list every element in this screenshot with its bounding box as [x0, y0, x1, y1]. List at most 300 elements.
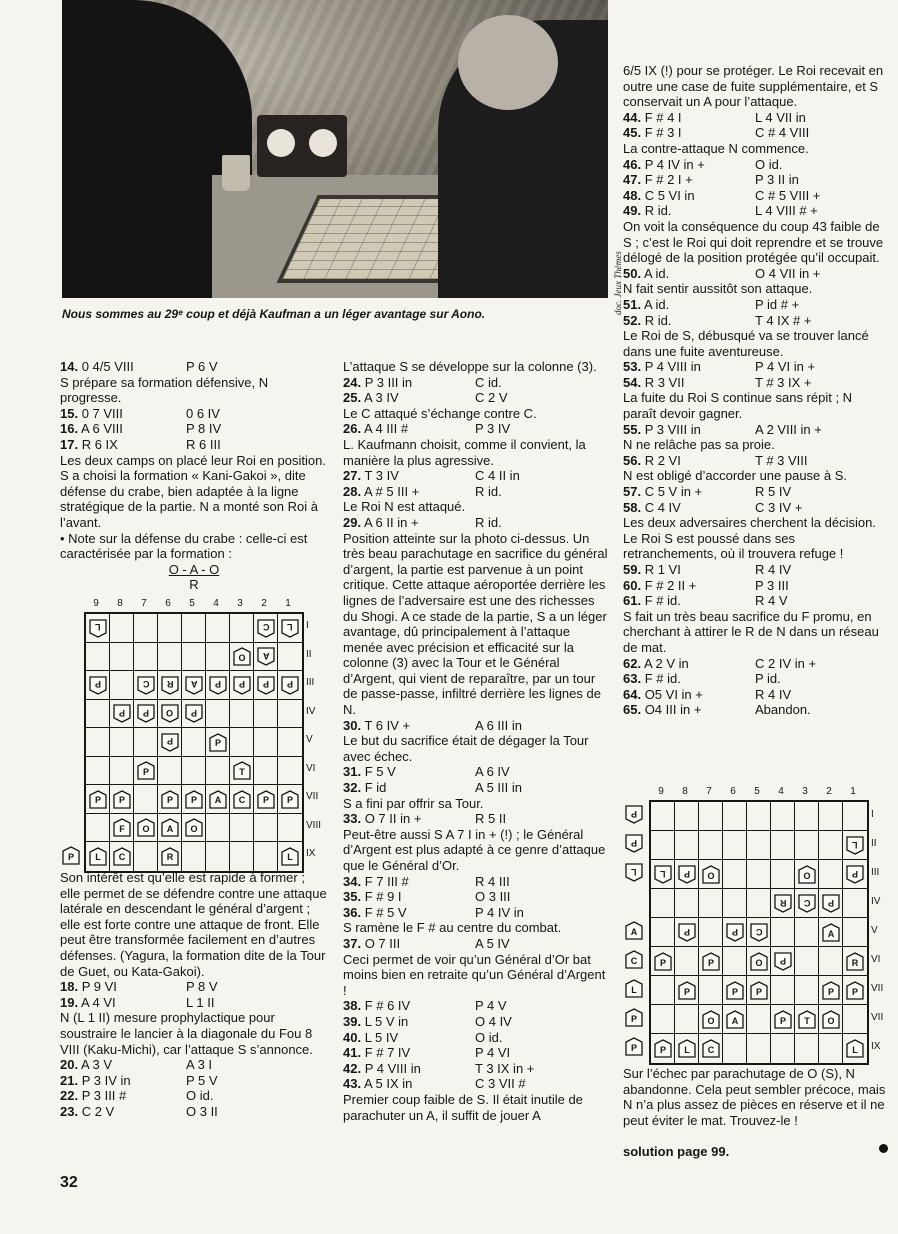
piece-letter: P: [779, 955, 786, 966]
shogi-piece: [113, 847, 131, 866]
piece-letter: O: [827, 1015, 835, 1026]
move-row: [60, 359, 328, 375]
sente-move: R 3 VII: [641, 374, 685, 390]
commentary-paragraph: • Note sur la défense du crabe : celle-ci est caractérisée par la formation :: [60, 530, 308, 562]
move-row: [623, 562, 888, 578]
rank-label: I: [306, 620, 309, 632]
commentary-paragraph: N est obligé d’accorder une pause à S.: [623, 468, 848, 484]
gote-move: 0 6 IV: [186, 405, 220, 421]
piece-letter: P: [755, 986, 762, 997]
move-row: [60, 995, 328, 1011]
move-number: 51.: [623, 296, 642, 312]
piece-letter: C: [630, 955, 638, 966]
shogi-piece: [678, 1039, 696, 1058]
gote-move: T # 3 IX +: [755, 374, 812, 390]
shogi-piece: [137, 676, 155, 695]
commentary-paragraph: S fait un très beau sacrifice du F promu, en cherchant à attirer le R de N dans un réseau de mat.: [623, 608, 879, 655]
shogi-piece: [161, 676, 179, 695]
move-number: 44.: [623, 109, 642, 125]
commentary-paragraph: Son intérêt est qu’elle est rapide à former ; elle permet de se défendre contre une attaque latérale en descendant le général d’argent ; elle est forte contre une attaque de front. Elle peut être transformée facilement en d’autres défenses. (Yagura, la formation dite de la Tour de Guet, ou Kata-Gakoi).: [60, 870, 327, 979]
move-row: [343, 1076, 608, 1092]
move-row: [623, 375, 888, 391]
piece-letter: C: [118, 852, 126, 863]
file-label: 2: [261, 598, 267, 609]
move-row: [343, 998, 608, 1014]
gote-move: P id # +: [755, 296, 800, 312]
gote-move: L 4 VIII # +: [755, 203, 818, 219]
gote-move: P 6 V: [186, 359, 218, 374]
gote-move: C id.: [475, 374, 502, 390]
shogi-piece: [726, 1010, 744, 1029]
piece-letter: A: [262, 650, 270, 661]
gote-move: O id.: [755, 156, 783, 172]
piece-letter: P: [238, 679, 245, 690]
gote-move: R id.: [475, 514, 502, 530]
move-row: [60, 437, 328, 453]
shogi-piece: [257, 619, 275, 638]
move-number: 38.: [343, 998, 362, 1014]
move-row: [343, 390, 608, 406]
move-number: 64.: [623, 686, 642, 702]
move-number: 40.: [343, 1029, 362, 1045]
commentary-paragraph: S ramène le F # au centre du combat.: [343, 920, 562, 936]
shogi-piece: [161, 733, 179, 752]
piece-letter: P: [166, 736, 173, 747]
shogi-piece: [750, 952, 768, 971]
gote-move: R 4 IV: [755, 562, 792, 577]
move-number: 25.: [343, 390, 362, 406]
game-clock: [257, 115, 347, 177]
move-number: 36.: [343, 904, 362, 920]
sente-move: F # 7 IV: [361, 1045, 411, 1061]
piece-letter: C: [707, 1044, 715, 1055]
rank-label: VII: [306, 791, 319, 803]
sente-move: C 2 V: [78, 1103, 115, 1119]
rank-label: III: [306, 677, 315, 689]
move-number: 65.: [623, 702, 642, 718]
gote-move: A 2 VIII in +: [755, 421, 822, 437]
gote-move: P 4 IV in: [475, 904, 524, 920]
rank-label: VI: [871, 953, 881, 965]
move-number: 26.: [343, 421, 362, 437]
game-photo: [62, 0, 608, 298]
shogi-piece: [89, 790, 107, 809]
piece-letter: L: [631, 866, 637, 877]
solution-label: solution page 99.: [623, 1144, 730, 1159]
piece-letter: P: [67, 851, 74, 862]
piece-letter: A: [827, 928, 835, 939]
commentary-paragraph: 6/5 IX (!) pour se protéger. Le Roi recevait en outre une case de fuite supplémentaire, et S conservait un A pour l’attaque.: [623, 63, 884, 110]
move-number: 47.: [623, 172, 642, 188]
shogi-piece: [846, 981, 864, 1000]
sente-move: F # 2 I +: [641, 172, 693, 188]
piece-letter: L: [631, 984, 637, 995]
shogi-piece: [625, 1008, 643, 1027]
shogi-piece: [113, 790, 131, 809]
commentary-paragraph: L’attaque S se développe sur la colonne (3).: [343, 359, 597, 374]
move-number: 24.: [343, 374, 362, 390]
move-row: [60, 979, 328, 995]
move-row: [623, 593, 888, 609]
move-number: 53.: [623, 359, 642, 375]
shogi-piece: [281, 847, 299, 866]
file-label: 8: [682, 786, 688, 797]
move-number: 20.: [60, 1057, 79, 1073]
move-row: [343, 936, 608, 952]
move-row: [60, 406, 328, 422]
sente-move: L 5 V in: [361, 1013, 409, 1029]
move-row: [623, 110, 888, 126]
move-row: [623, 671, 888, 687]
commentary-paragraph: N (L 1 II) mesure prophylactique pour soustraire le lancier à la diagonale du Fou 8 VIII (Kaku-Michi), car l’attaque S s’annonce.: [60, 1010, 313, 1057]
file-label: 5: [754, 786, 760, 797]
shogi-piece: [625, 1037, 643, 1056]
piece-letter: P: [190, 795, 197, 806]
commentary-paragraph: N fait sentir aussitôt son attaque.: [623, 281, 813, 297]
shogi-piece: [161, 818, 179, 837]
shogi-piece: [209, 733, 227, 752]
rank-label: VII: [871, 982, 884, 994]
piece-letter: C: [803, 897, 811, 908]
shogi-piece: [702, 1010, 720, 1029]
gote-move: T 4 IX # +: [755, 312, 812, 328]
move-number: 27.: [343, 468, 362, 484]
gote-move: O id.: [186, 1088, 214, 1104]
sente-move: C 5 VI in: [641, 187, 695, 203]
gote-move: A 6 III in: [475, 717, 522, 733]
move-number: 15.: [60, 405, 79, 421]
move-row: [623, 422, 888, 438]
piece-letter: O: [803, 870, 811, 881]
gote-move: R 6 III: [186, 436, 221, 452]
move-row: [623, 578, 888, 594]
piece-letter: R: [851, 957, 859, 968]
gote-move: C # 5 VIII +: [755, 187, 821, 203]
gote-move: O 4 IV: [475, 1013, 512, 1029]
move-number: 43.: [343, 1076, 362, 1092]
gote-move: P 8 IV: [186, 421, 222, 437]
shogi-piece: [161, 704, 179, 723]
shogi-piece: [798, 865, 816, 884]
piece-letter: R: [166, 679, 174, 690]
sente-move: O 7 II in +: [361, 811, 422, 827]
shogi-piece: [846, 865, 864, 884]
shogi-piece: [846, 952, 864, 971]
sente-move: P 3 III #: [78, 1088, 127, 1104]
piece-letter: P: [142, 707, 149, 718]
piece-letter: O: [166, 707, 174, 718]
move-row: [60, 1073, 328, 1089]
page-number: 32: [60, 1174, 78, 1191]
piece-letter: P: [118, 707, 125, 718]
gote-move: O 3 II: [186, 1103, 218, 1119]
gote-move: R 4 IV: [755, 686, 792, 702]
commentary-paragraph: Le C attaqué s’échange contre C.: [343, 405, 537, 421]
move-row: [60, 1088, 328, 1104]
piece-letter: P: [683, 868, 690, 879]
piece-letter: L: [660, 868, 666, 879]
shogi-piece: [750, 981, 768, 1000]
move-number: 34.: [343, 873, 362, 889]
shogi-piece: [62, 846, 80, 865]
shogi-piece: [654, 865, 672, 884]
sente-move: P 3 III in: [361, 374, 413, 390]
shogi-piece: [654, 952, 672, 971]
move-number: 57.: [623, 484, 642, 500]
sente-move: T 6 IV +: [361, 717, 411, 733]
piece-letter: P: [707, 957, 714, 968]
shogi-piece: [774, 952, 792, 971]
gote-move: P 3 IV: [475, 421, 511, 437]
move-row: [623, 702, 888, 718]
formation-line: O - A - O: [168, 561, 220, 577]
shogi-piece: [678, 865, 696, 884]
move-row: [343, 905, 608, 921]
shogi-piece: [625, 979, 643, 998]
sente-move: P 9 VI: [78, 979, 117, 995]
move-number: 58.: [623, 499, 642, 515]
gote-move: P 4 V: [475, 998, 507, 1014]
file-label: 1: [850, 786, 856, 797]
piece-letter: A: [166, 823, 174, 834]
sente-move: P 4 IV in +: [641, 156, 705, 172]
gote-move: C 2 V: [475, 390, 508, 406]
commentary-paragraph: Les deux adversaires cherchent la décision. Le Roi S est poussé dans ses retranchements, où il trouvera refuge !: [623, 515, 876, 562]
move-number: 48.: [623, 187, 642, 203]
piece-letter: O: [142, 823, 150, 834]
rank-label: VII: [871, 1011, 884, 1023]
piece-letter: C: [142, 679, 150, 690]
piece-letter: F: [119, 823, 125, 834]
rank-label: I: [871, 808, 874, 820]
move-number: 37.: [343, 935, 362, 951]
piece-letter: P: [94, 795, 101, 806]
piece-letter: P: [142, 766, 149, 777]
move-number: 49.: [623, 203, 642, 219]
move-number: 42.: [343, 1060, 362, 1076]
move-row: [623, 500, 888, 516]
sente-move: A 6 VIII: [78, 421, 123, 437]
shogi-piece: [257, 647, 275, 666]
file-label: 2: [826, 786, 832, 797]
sente-move: P 4 VIII in: [361, 1060, 421, 1076]
piece-letter: P: [683, 986, 690, 997]
shogi-diagram-2: [623, 786, 893, 1064]
commentary-paragraph: Les deux camps on placé leur Roi en position. S a choisi la formation « Kani-Gakoi », dite défense du crabe, bien adaptée à la ligne stratégique de la partie. N a monté son Roi à l’avant.: [60, 452, 326, 530]
sente-move: A 2 V in: [641, 655, 689, 671]
sente-move: R 1 VI: [641, 562, 681, 577]
piece-letter: P: [827, 897, 834, 908]
piece-letter: P: [262, 795, 269, 806]
gote-move: R 5 IV: [755, 484, 792, 500]
piece-letter: C: [238, 795, 246, 806]
gote-move: L 1 II: [186, 994, 215, 1010]
piece-letter: P: [779, 1015, 786, 1026]
move-number: 16.: [60, 421, 79, 437]
column-3-bottom: [623, 1066, 888, 1128]
gote-move: A 3 I: [186, 1057, 213, 1073]
commentary-paragraph: L. Kaufmann choisit, comme il convient, la manière la plus agressive.: [343, 436, 586, 468]
piece-letter: L: [287, 852, 293, 863]
gote-move: O 4 VII in +: [755, 265, 821, 281]
shogi-piece: [625, 921, 643, 940]
move-number: 54.: [623, 374, 642, 390]
sente-move: F id: [361, 780, 387, 796]
shogi-piece: [625, 950, 643, 969]
sente-move: F # id.: [641, 593, 681, 609]
rank-label: III: [871, 866, 880, 878]
move-row: [623, 266, 888, 282]
shogi-piece: [726, 981, 744, 1000]
file-label: 3: [802, 786, 808, 797]
shogi-piece: [137, 818, 155, 837]
move-row: [623, 188, 888, 204]
gote-move: A 6 IV: [475, 764, 510, 780]
shogi-piece: [281, 790, 299, 809]
shogi-piece: [233, 647, 251, 666]
move-number: 14.: [60, 359, 79, 374]
shogi-piece: [161, 847, 179, 866]
formation-line: R: [189, 577, 199, 593]
gote-move: P 4 VI: [475, 1045, 511, 1061]
piece-letter: L: [95, 622, 101, 633]
move-number: 17.: [60, 436, 79, 452]
move-row: [623, 203, 888, 219]
column-2: [343, 359, 608, 1123]
gote-move: P 5 V: [186, 1072, 218, 1088]
photo-caption: Nous sommes au 29ᵉ coup et déjà Kaufman a un léger avantage sur Aono.: [62, 307, 486, 321]
file-label: 3: [237, 598, 243, 609]
gote-move: O id.: [475, 1029, 503, 1045]
move-row: [623, 453, 888, 469]
move-number: 35.: [343, 889, 362, 905]
piece-letter: P: [286, 679, 293, 690]
piece-letter: P: [851, 868, 858, 879]
commentary-paragraph: Ceci permet de voir qu’un Général d’Or bat moins bien en retraite qu’un Général d’Argent !: [343, 951, 606, 998]
piece-letter: P: [166, 795, 173, 806]
file-label: 6: [165, 598, 171, 609]
piece-letter: P: [731, 986, 738, 997]
file-label: 8: [117, 598, 123, 609]
move-number: 22.: [60, 1088, 79, 1104]
move-number: 30.: [343, 717, 362, 733]
gote-move: R id.: [475, 483, 502, 499]
piece-letter: C: [262, 622, 270, 633]
shogi-piece: [654, 1039, 672, 1058]
gote-move: T # 3 VIII: [755, 452, 808, 468]
piece-letter: P: [630, 837, 637, 848]
shogi-piece: [625, 834, 643, 853]
file-label: 9: [93, 598, 99, 609]
shogi-piece: [702, 1039, 720, 1058]
shogi-piece: [702, 865, 720, 884]
move-row: [623, 656, 888, 672]
move-number: 60.: [623, 577, 642, 593]
file-label: 6: [730, 786, 736, 797]
move-number: 59.: [623, 562, 642, 577]
gote-move: R 4 V: [755, 593, 788, 609]
commentary-paragraph: Position atteinte sur la photo ci-dessus. Un très beau parachutage en sacrifice du général d’argent, la partie est parvenue à un point critique. Cette attaque aéroportée derrière les lignes de l’adversaire est une des richesses du Shogi. A ce stade de la partie, S a un léger avantage, dû principalement à l’attaque menée avec précision et efficacité sur la colonne (3) avec la Tour et le Général d’Argent, qui vient de reparaître, par un tour de passe-passe, infiltré derrière les lignes de N.: [343, 530, 608, 718]
sente-move: 0 4/5 VIII: [78, 359, 134, 374]
move-number: 33.: [343, 811, 362, 827]
move-row: [343, 811, 608, 827]
move-number: 18.: [60, 979, 79, 995]
shogi-piece: [185, 676, 203, 695]
sente-move: C 5 V in +: [641, 484, 703, 500]
rank-label: IV: [306, 705, 316, 717]
shogi-piece: [678, 981, 696, 1000]
gote-move: O 3 III: [475, 889, 511, 905]
file-label: 4: [778, 786, 784, 797]
shogi-piece: [822, 981, 840, 1000]
sente-move: C 4 IV: [641, 499, 681, 515]
move-number: 61.: [623, 593, 642, 609]
shogi-piece: [209, 790, 227, 809]
piece-letter: A: [731, 1015, 739, 1026]
commentary-paragraph: N ne relâche pas sa proie.: [623, 437, 775, 453]
move-row: [343, 1014, 608, 1030]
shogi-piece: [774, 1010, 792, 1029]
shogi-piece: [113, 704, 131, 723]
piece-letter: P: [630, 1013, 637, 1024]
gote-move: R 5 II: [475, 811, 507, 827]
move-row: [623, 172, 888, 188]
piece-letter: P: [190, 707, 197, 718]
move-row: [343, 764, 608, 780]
piece-letter: L: [287, 622, 293, 633]
piece-letter: P: [118, 795, 125, 806]
file-label: 1: [285, 598, 291, 609]
piece-letter: L: [684, 1044, 690, 1055]
move-number: 50.: [623, 265, 642, 281]
piece-letter: O: [707, 870, 715, 881]
sente-move: P 3 VIII in: [641, 421, 701, 437]
gote-move: P 4 VI in +: [755, 359, 816, 375]
move-number: 28.: [343, 483, 362, 499]
move-row: [623, 687, 888, 703]
move-row: [60, 1104, 328, 1120]
rank-label: V: [871, 924, 878, 936]
move-number: 39.: [343, 1013, 362, 1029]
move-row: [60, 1057, 328, 1073]
piece-letter: O: [707, 1015, 715, 1026]
file-label: 7: [141, 598, 147, 609]
sente-move: F # 5 V: [361, 904, 407, 920]
shogi-piece: [822, 1010, 840, 1029]
shogi-piece: [798, 1010, 816, 1029]
sente-move: 0 7 VIII: [78, 405, 123, 421]
shogi-piece: [89, 847, 107, 866]
rank-label: VI: [306, 762, 316, 774]
move-row: [343, 1061, 608, 1077]
piece-letter: P: [731, 926, 738, 937]
piece-letter: P: [827, 986, 834, 997]
move-number: 55.: [623, 421, 642, 437]
sente-move: F # 6 IV: [361, 998, 411, 1014]
gote-move: C 3 VII #: [475, 1076, 526, 1092]
piece-letter: P: [659, 957, 666, 968]
sente-move: F # id.: [641, 671, 681, 687]
piece-letter: A: [214, 795, 222, 806]
photo-credit: doc. Jeux Thèmes: [613, 251, 623, 315]
shogi-piece: [89, 676, 107, 695]
shogi-piece: [846, 1039, 864, 1058]
file-label: 4: [213, 598, 219, 609]
sente-move: A 6 II in +: [361, 514, 419, 530]
move-row: [60, 421, 328, 437]
sente-move: R id.: [641, 203, 672, 219]
shogi-piece: [257, 676, 275, 695]
